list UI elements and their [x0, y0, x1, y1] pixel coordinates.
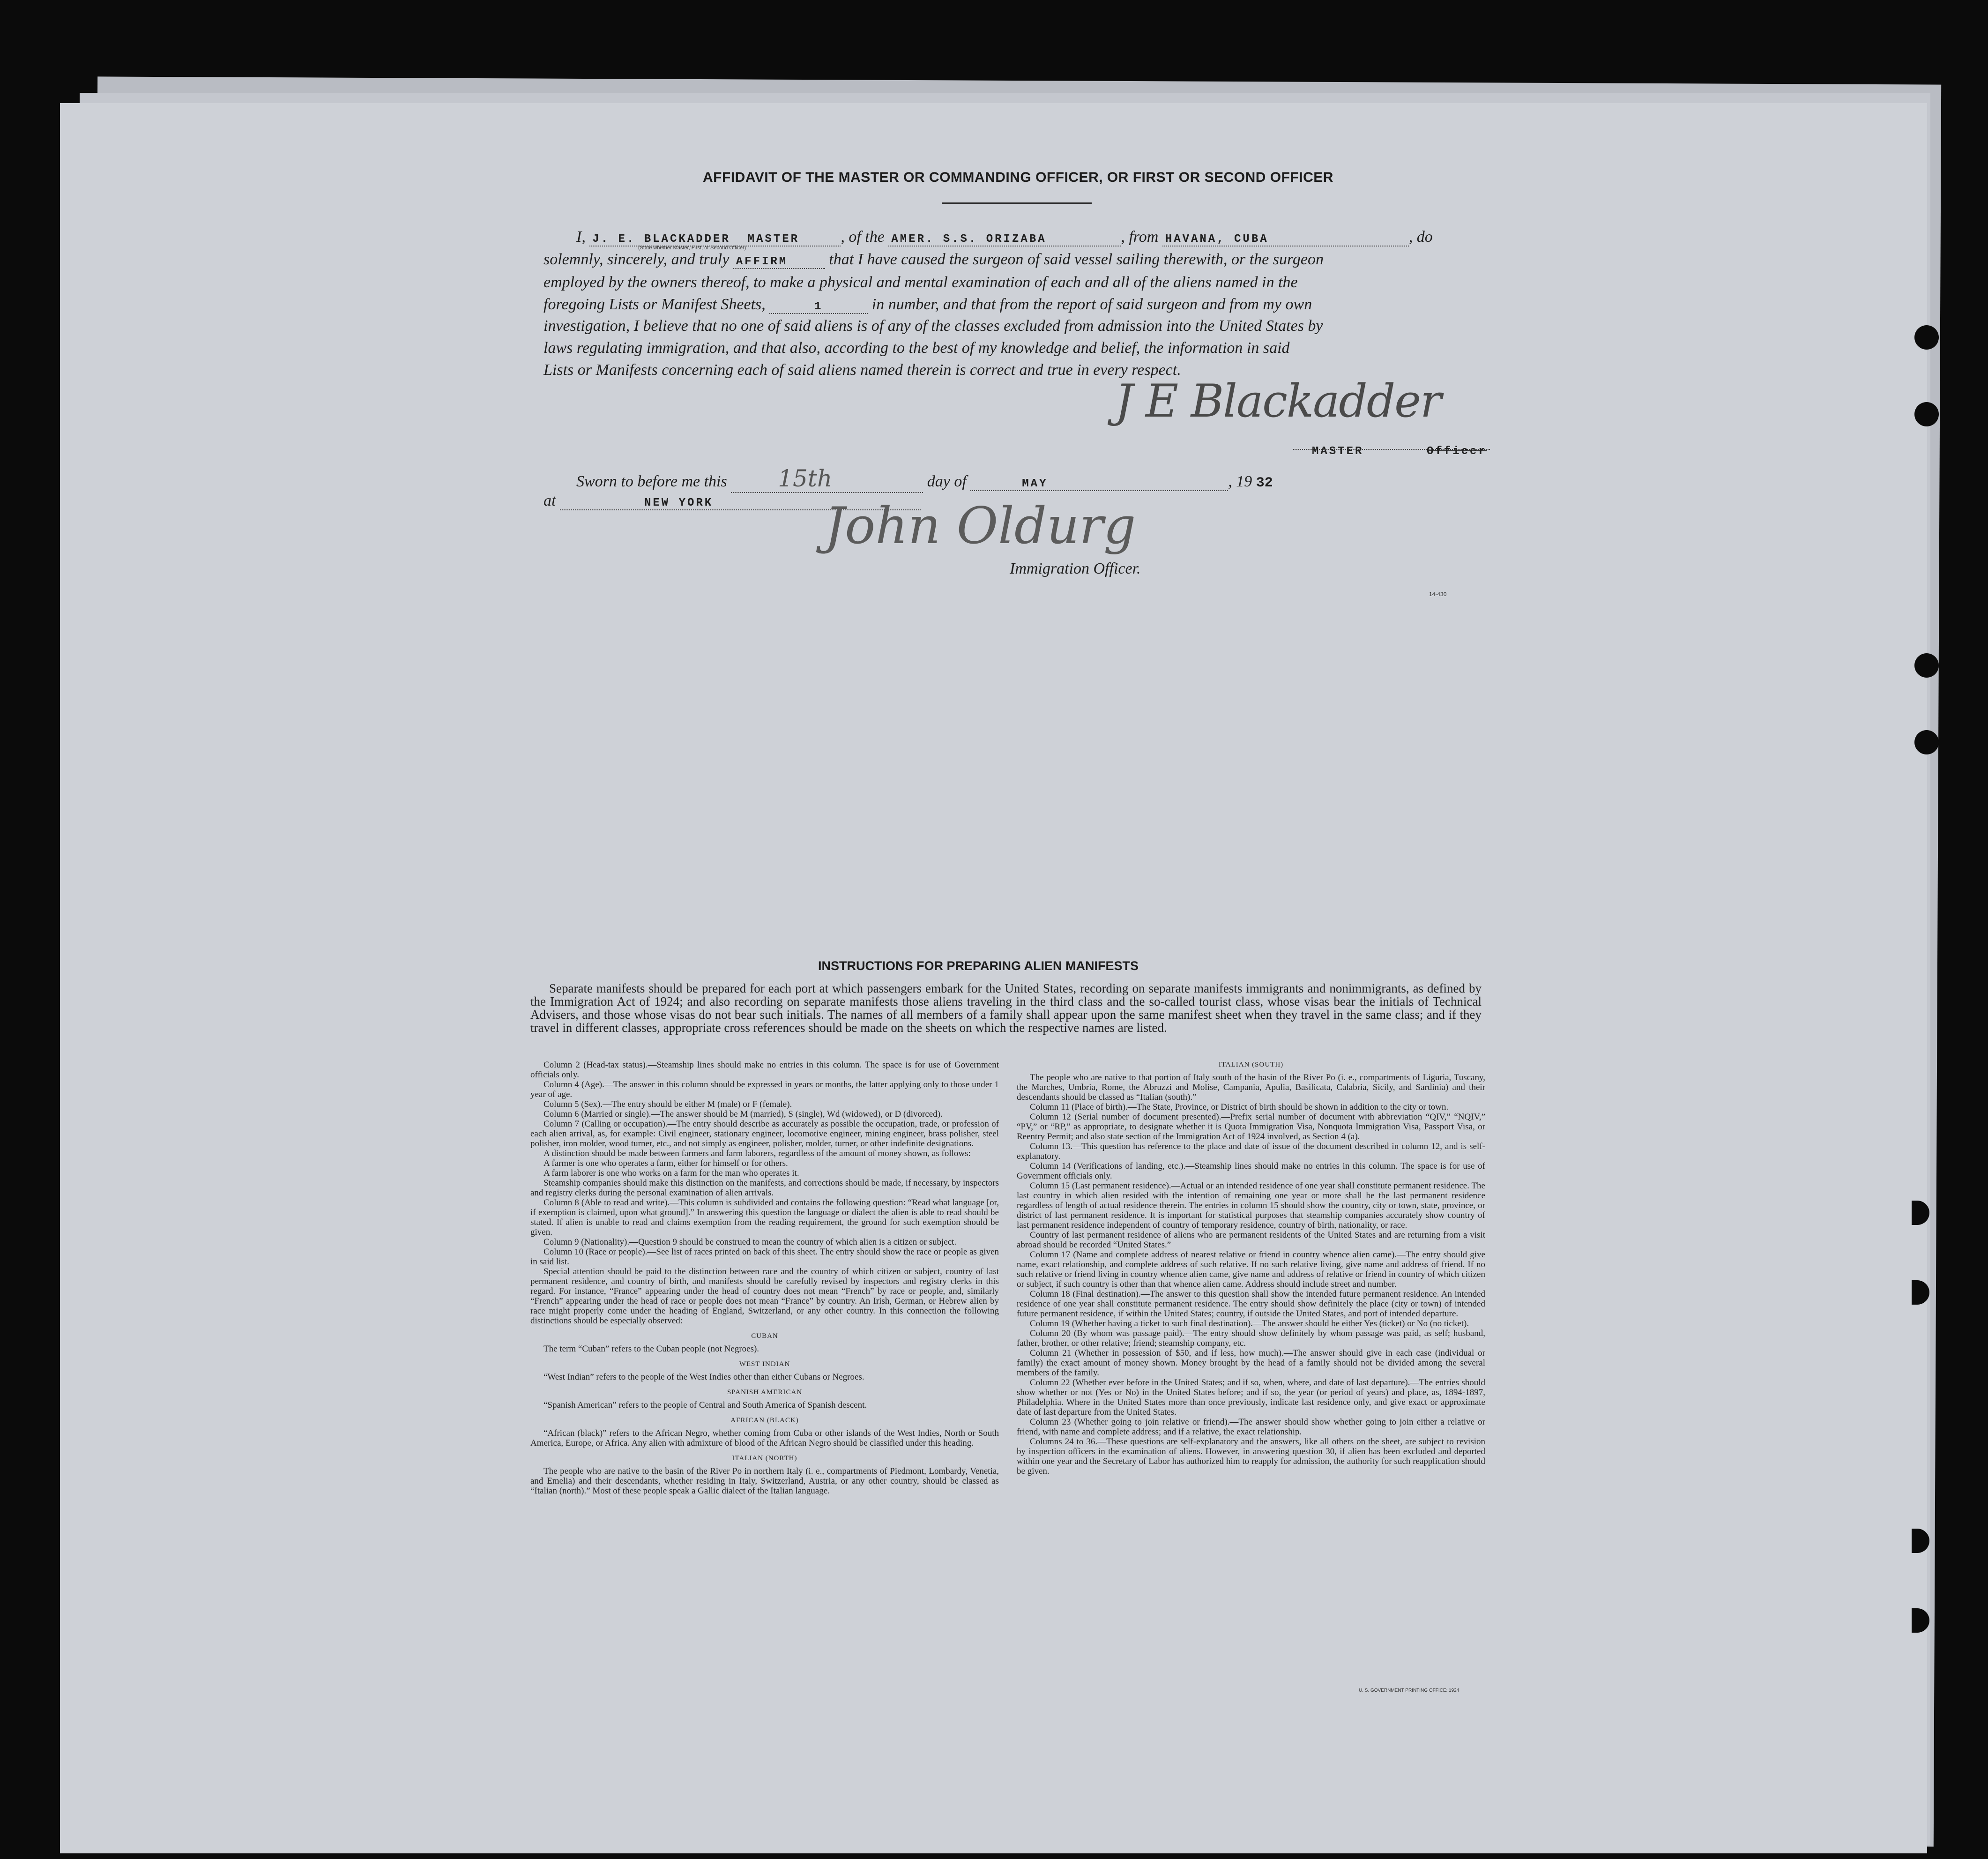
punch-hole: [1914, 402, 1939, 426]
instruction-paragraph: A farm laborer is one who works on a farm for the man who operates it.: [544, 1168, 799, 1178]
instruction-paragraph: The term “Cuban” refers to the Cuban people (not Negroes).: [544, 1344, 759, 1354]
oath-word: AFFIRM: [733, 255, 825, 269]
instruction-paragraph: Column 15 (Last permanent residence).—Actual or an intended residence of one year shall constitute permanent residence. The last country in which alien resided with the intention of remaining one year or more shall be the last permanent residence regardless of length of actual residence therein. The entries in column 15 should show the country, city or town, state, province, or district of last permanent residence. It is important for statistical purposes that steamship companies accurately show country of last permanent residence independent of country of temporary residence, country of birth, nationality, or race.: [1017, 1181, 1485, 1230]
instruction-paragraph: Column 17 (Name and complete address of nearest relative or friend in country whence alien came).—The entry should give name, exact relationship, and complete address of such relative. If no such relative living, give name and address of friend. If no such relative or friend living in country whence alien came, give name and address of relative or friend in country of which citizen or subject, if such country is other than that whence alien came. Address should include street and number.: [1017, 1250, 1485, 1289]
printer-note: U. S. GOVERNMENT PRINTING OFFICE: 1924: [1359, 1688, 1459, 1693]
instructions-right-column: [1017, 1060, 1485, 1476]
instruction-paragraph: Column 10 (Race or people).—See list of races printed on back of this sheet. The entry should show the race or people as given in said list.: [530, 1247, 999, 1267]
affidavit-line-2: [544, 251, 1324, 269]
affidavit-line-3: employed by the owners thereof, to make a physical and mental examination of each and all of the aliens named in the: [544, 274, 1298, 291]
officer-rank: MASTER: [747, 233, 799, 246]
section-heading: SPANISH AMERICAN: [727, 1389, 803, 1396]
instruction-paragraph: Country of last permanent residence of aliens who are permanent residents of the United States and are returning from a visit abroad should be recorded “United States.”: [1017, 1230, 1485, 1250]
instruction-paragraph: A distinction should be made between farmers and farm laborers, regardless of the amount of money shown, as follows:: [544, 1149, 971, 1158]
instruction-paragraph: “African (black)” refers to the African Negro, whether coming from Cuba or other islands of the West Indies, North or South America, Europe, or Africa. Any alien with admixture of blood of the African Negro should be classified under this heading.: [530, 1428, 999, 1448]
affidavit-line-7: Lists or Manifests concerning each of said aliens named therein is correct and true in every respect.: [544, 361, 1181, 379]
instruction-paragraph: The people who are native to the basin of the River Po in northern Italy (i. e., compartments of Piedmont, Lombardy, Venetia, and Emelia) and their descendants, whether residing in Italy, Switzerland, Austria, or any other country, should be classed as “Italian (north).” Most of these people speak a Gallic dialect of the Italian language.: [530, 1466, 999, 1496]
text: , of the: [841, 228, 885, 246]
place: NEW YORK: [560, 497, 921, 510]
instruction-paragraph: Column 8 (Able to read and write).—This column is subdivided and contains the following question: “Read what language [or, if exemption is claimed, upon what ground].” In answering this question the language or dialect the alien is able to read should be stated. If alien is unable to read and claims exemption from the reading requirement, the ground for such exemption should be given.: [530, 1198, 999, 1237]
section-heading: ITALIAN (NORTH): [732, 1455, 797, 1462]
text: , 19: [1228, 473, 1252, 490]
sworn-line: [576, 465, 1273, 493]
immigration-officer-label: Immigration Officer.: [1010, 560, 1141, 577]
affidavit-line-6: laws regulating immigration, and that also, according to the best of my knowledge and belief, the information in said: [544, 339, 1290, 357]
sheet-count: 1: [769, 300, 868, 314]
title-rule: [942, 202, 1092, 204]
text: in number, and that from the report of said surgeon and from my own: [871, 296, 1312, 313]
signer-title: MASTER: [1312, 445, 1364, 458]
port-from: HAVANA, CUBA: [1162, 233, 1409, 246]
affidavit-line-4: [544, 296, 1312, 314]
instruction-paragraph: Column 20 (By whom was passage paid).—The entry should show definitely by whom passage was paid, as self; husband, father, brother, or other relative; friend; steamship company, etc.: [1017, 1329, 1485, 1348]
instruction-paragraph: A farmer is one who operates a farm, either for himself or for others.: [544, 1158, 788, 1168]
section-heading: CUBAN: [751, 1332, 778, 1340]
vessel-name: AMER. S.S. ORIZABA: [888, 233, 1121, 246]
instruction-paragraph: Special attention should be paid to the distinction between race and the country of which citizen or subject, country of last permanent residence, and country of birth, and manifests should be carefully revised by inspectors and registry clerks in this regard. For instance, “France” appearing under the head of country does not mean “French” by race or people, and, similarly “French” appearing under the head of race or people does not mean “France” by country. An Irish, German, or Hebrew alien by race might properly come under the heading of England, Switzerland, or any other country. In this connection the following distinctions should be especially observed:: [530, 1267, 999, 1326]
instructions-intro: Separate manifests should be prepared for each port at which passengers embark for the United States, recording on separate manifests immigrants and nonimmigrants, as defined by the Immigration Act of 1924; and also recording on separate manifests those aliens traveling in the third class and the so-called tourist class, whose visas bear the initials of Technical Advisers, and those whose visas do not bear such initials. The names of all members of a family shall appear upon the same manifest sheet when they travel in the same class; and if they travel in different classes, appropriate cross references should be made on the sheets on which the respective names are listed.: [530, 981, 1482, 1035]
section-heading: ITALIAN (SOUTH): [1218, 1061, 1284, 1068]
sworn-day: 15th: [731, 465, 923, 493]
sworn-year: 32: [1256, 475, 1273, 491]
instruction-paragraph: Column 21 (Whether in possession of $50, and if less, how much).—The answer should give in each case (individual or family) the exact amount of money shown. Money brought by the head of a family should not be divided among the several members of the family.: [1017, 1348, 1485, 1378]
signer-title-struck: Officer: [1427, 445, 1487, 458]
text: , do: [1408, 228, 1433, 246]
text: foregoing Lists or Manifest Sheets,: [544, 296, 766, 313]
officer-field: [589, 233, 841, 246]
instructions-left-column: [530, 1060, 999, 1496]
text: , from: [1121, 228, 1159, 246]
text: that I have caused the surgeon of said vessel sailing therewith, or the surgeon: [829, 251, 1324, 268]
text: day of: [927, 473, 967, 490]
instruction-paragraph: “Spanish American” refers to the people of Central and South America of Spanish descent.: [544, 1400, 867, 1410]
text: Sworn to before me this: [576, 473, 727, 490]
affidavit-title: AFFIDAVIT OF THE MASTER OR COMMANDING OFFICER, OR FIRST OR SECOND OFFICER: [703, 170, 1333, 185]
instruction-paragraph: Column 11 (Place of birth).—The State, Province, or District of birth should be shown in addition to the city or town.: [1030, 1102, 1449, 1112]
sworn-month: MAY: [970, 478, 1228, 491]
instruction-paragraph: The people who are native to that portion of Italy south of the basin of the River Po (i. e., compartments of Liguria, Tuscany, the Marches, Umbria, Rome, the Abruzzi and Molise, Campania, Apulia, Basilicata, Calabria, Sicily, and Sardinia) and their descendants should be classed as “Italian (south).”: [1017, 1073, 1485, 1102]
master-signature: J E Blackadder: [1115, 375, 1441, 427]
instruction-paragraph: Column 13.—This question has reference to the place and date of issue of the document described in column 12, and is self-explanatory.: [1017, 1142, 1485, 1161]
instruction-paragraph: Column 7 (Calling or occupation).—The entry should describe as accurately as possible the occupation, trade, or profession of each alien arrival, as, for example: Civil engineer, stationary engineer, locomotive engineer, mining engineer, brass polisher, steel polisher, iron molder, wood turner, etc., and not simply as engineer, polisher, molder, turner, or other indefinite designations.: [530, 1119, 999, 1149]
form-number: 14-430: [1429, 591, 1447, 597]
instructions-title: INSTRUCTIONS FOR PREPARING ALIEN MANIFESTS: [818, 959, 1139, 973]
instruction-paragraph: Column 5 (Sex).—The entry should be either M (male) or F (female).: [544, 1099, 792, 1109]
instruction-paragraph: Steamship companies should make this distinction on the manifests, and corrections should be made, if necessary, by inspectors and registry clerks during the personal examination of alien arrivals.: [530, 1178, 999, 1198]
punch-hole: [1914, 325, 1939, 350]
text: solemnly, sincerely, and truly: [544, 251, 730, 268]
instruction-paragraph: Column 22 (Whether ever before in the United States; and if so, when, where, and date of last departure).—The entries should show whether or not (Yes or No) in the United States before; and if so, the year (or period of years) and place, as, 1894-1897, Philadelphia. Where in the United States more than once previously, indicate last residence only, and give exact or approximate date of last departure from the United States.: [1017, 1378, 1485, 1417]
text: at: [544, 492, 556, 509]
punch-hole: [1914, 653, 1939, 678]
punch-hole: [1914, 730, 1939, 754]
section-heading: WEST INDIAN: [739, 1360, 790, 1368]
affidavit-line-5: investigation, I believe that no one of said aliens is of any of the classes excluded from admission into the United States by: [544, 317, 1323, 335]
instruction-paragraph: “West Indian” refers to the people of the West Indies other than either Cubans or Negroes.: [544, 1372, 864, 1382]
instruction-paragraph: Column 12 (Serial number of document presented).—Prefix serial number of document with abbreviation “QIV,” “NQIV,” “PV,” or “RP,” as appropriate, to designate whether it is Quota Immigration Visa, Nonquota Immigration Visa, Passport Visa, or Reentry Permit; and also state section of the Immigration Act of 1924 involved, as Section 4 (a).: [1017, 1112, 1485, 1142]
instruction-paragraph: Columns 24 to 36.—These questions are self-explanatory and the answers, like all others on the sheet, are subject to revision by inspection officers in the examination of aliens. However, in answering question 30, if alien has been excluded and deported within one year and the Secretary of Labor has authorized him to reapply for admission, the authority for such reapplication should be given.: [1017, 1437, 1485, 1476]
instruction-paragraph: Column 4 (Age).—The answer in this column should be expressed in years or months, the latter applying only to those under 1 year of age.: [530, 1080, 999, 1099]
rank-note: (State whether Master, First, or Second Officer): [638, 245, 746, 251]
instruction-paragraph: Column 23 (Whether going to join relative or friend).—The answer should show whether going to join either a relative or friend, with name and complete address; and if a relative, the exact relationship.: [1017, 1417, 1485, 1437]
instruction-paragraph: Column 6 (Married or single).—The answer should be M (married), S (single), Wd (widowed), or D (divorced).: [544, 1109, 943, 1119]
instruction-paragraph: Column 18 (Final destination).—The answer to this question shall show the intended future permanent residence. An intended residence of one year shall constitute permanent residence. The entry should show definitely the place (city or town) of intended future permanent residence, if within the United States; country, if outside the United States, and port of intended departure.: [1017, 1289, 1485, 1319]
affidavit-line-1: [576, 228, 1433, 246]
officer-signature: John Oldurg: [825, 497, 1136, 555]
instruction-paragraph: Column 9 (Nationality).—Question 9 should be construed to mean the country of which alien is a citizen or subject.: [544, 1237, 957, 1247]
section-heading: AFRICAN (BLACK): [730, 1417, 799, 1424]
instruction-paragraph: Column 14 (Verifications of landing, etc.).—Steamship lines should make no entries in this column. The space is for use of Government officials only.: [1017, 1161, 1485, 1181]
instruction-paragraph: Column 19 (Whether having a ticket to such final destination).—The answer should be either Yes (ticket) or No (no ticket).: [1030, 1319, 1469, 1329]
officer-name: J. E. BLACKADDER: [592, 233, 730, 246]
instruction-paragraph: Column 2 (Head-tax status).—Steamship lines should make no entries in this column. The space is for use of Government officials only.: [530, 1060, 999, 1080]
text: I,: [576, 228, 586, 246]
